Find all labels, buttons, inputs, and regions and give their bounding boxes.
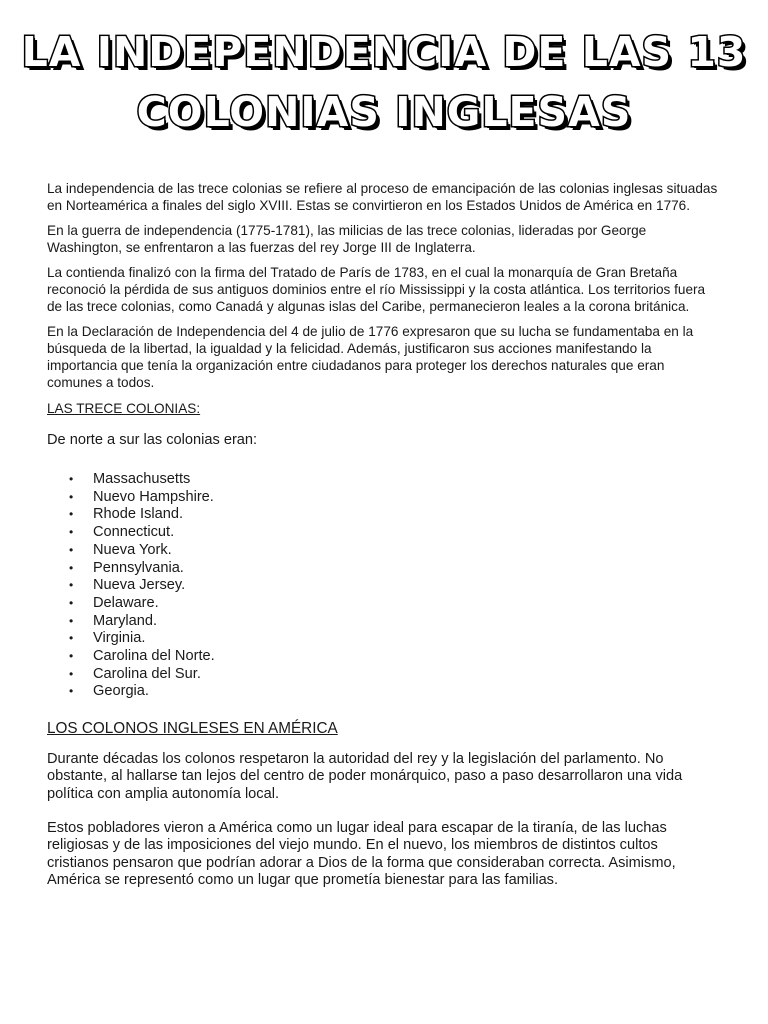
list-item-label: Carolina del Norte.	[93, 648, 215, 665]
title-line-1: LA INDEPENDENCIA DE LAS 13	[21, 28, 747, 76]
list-item-label: Maryland.	[93, 612, 158, 629]
list-item	[47, 613, 723, 631]
bullet-icon: •	[69, 595, 74, 610]
list-item-label: Nueva Jersey.	[93, 577, 186, 594]
list-item-label: Pennsylvania.	[93, 559, 184, 576]
bullet-icon: •	[69, 542, 74, 557]
bullet-icon: •	[69, 525, 74, 540]
paragraph-intro: La independencia de las trece colonias se refiere al proceso de emancipación de las colonias inglesas situadas en Norteamérica a finales del siglo XVIII. Estas se convirtieron en los Estados Unidos de América en 1776.	[47, 181, 718, 213]
list-item	[47, 524, 723, 542]
list-item-label: Georgia.	[93, 683, 149, 700]
list-item	[47, 577, 723, 595]
list-item	[47, 683, 723, 701]
list-item-label: Nuevo Hampshire.	[93, 488, 214, 505]
title-line-2: COLONIAS INGLESAS	[136, 88, 632, 136]
list-intro: De norte a sur las colonias eran:	[47, 432, 258, 448]
bullet-icon: •	[69, 666, 74, 681]
list-item	[47, 648, 723, 666]
colonies-list	[47, 471, 723, 701]
list-item-label: Carolina del Sur.	[93, 665, 201, 682]
bullet-icon: •	[69, 649, 74, 664]
list-item-label: Delaware.	[93, 594, 159, 611]
document-body	[47, 180, 723, 889]
list-item-label: Virginia.	[93, 630, 146, 647]
list-item-label: Rhode Island.	[93, 506, 184, 523]
list-item-label: Connecticut.	[93, 524, 175, 541]
list-item	[47, 542, 723, 560]
bullet-icon: •	[69, 472, 74, 486]
list-item	[47, 560, 723, 578]
bullet-icon: •	[69, 489, 74, 504]
list-item-label: Massachusetts	[93, 471, 191, 487]
paragraph-war: En la guerra de independencia (1775-1781), las milicias de las trece colonias, lideradas por George Washington, se enfrentaron a las fuerzas del rey Jorge III de Inglaterra.	[47, 223, 647, 255]
bullet-icon: •	[69, 631, 74, 646]
list-item	[47, 506, 723, 524]
list-item	[47, 630, 723, 648]
bullet-icon: •	[69, 684, 74, 699]
list-item-label: Nueva York.	[93, 541, 172, 558]
bullet-icon: •	[69, 578, 74, 593]
section-heading-colonists: LOS COLONOS INGLESES EN AMÉRICA	[47, 720, 338, 738]
list-item	[47, 489, 723, 507]
subheading-thirteen-colonies: LAS TRECE COLONIAS:	[47, 401, 201, 416]
paragraph-authority: Durante décadas los colonos respetaron la autoridad del rey y la legislación del parlamento. No obstante, al hallarse tan lejos del centro de poder monárquico, paso a paso desarrollaron una vida política con amplia autonomía local.	[47, 751, 683, 802]
list-item	[47, 666, 723, 684]
bullet-icon: •	[69, 560, 74, 575]
bullet-icon: •	[69, 613, 74, 628]
list-item	[47, 471, 723, 489]
document-title	[0, 22, 768, 142]
paragraph-treaty: La contienda finalizó con la firma del Tratado de París de 1783, en el cual la monarquía de Gran Bretaña reconoció la pérdida de sus antiguos dominios entre el río Mississippi y la costa atlántica. Los territorios fuera de las trece colonias, como Canadá y algunas islas del Caribe, permanecieron leales a la corona británica.	[47, 265, 706, 314]
bullet-icon: •	[69, 507, 74, 522]
paragraph-settlers: Estos pobladores vieron a América como un lugar ideal para escapar de la tiranía, de las luchas religiosas y de las imposiciones del viejo mundo. En el nuevo, los miembros de distintos cultos cristianos pensaron que podrían adorar a Dios de la forma que consideraban correcta. Asimismo, América se representó como un lugar que prometía bienestar para las familias.	[47, 820, 676, 888]
paragraph-declaration: En la Declaración de Independencia del 4 de julio de 1776 expresaron que su lucha se fundamentaba en la búsqueda de la libertad, la igualdad y la felicidad. Además, justificaron sus acciones manifestando la importancia que tenía la organización entre ciudadanos para proteger los derechos naturales que eran comunes a todos.	[47, 324, 694, 390]
list-item	[47, 595, 723, 613]
